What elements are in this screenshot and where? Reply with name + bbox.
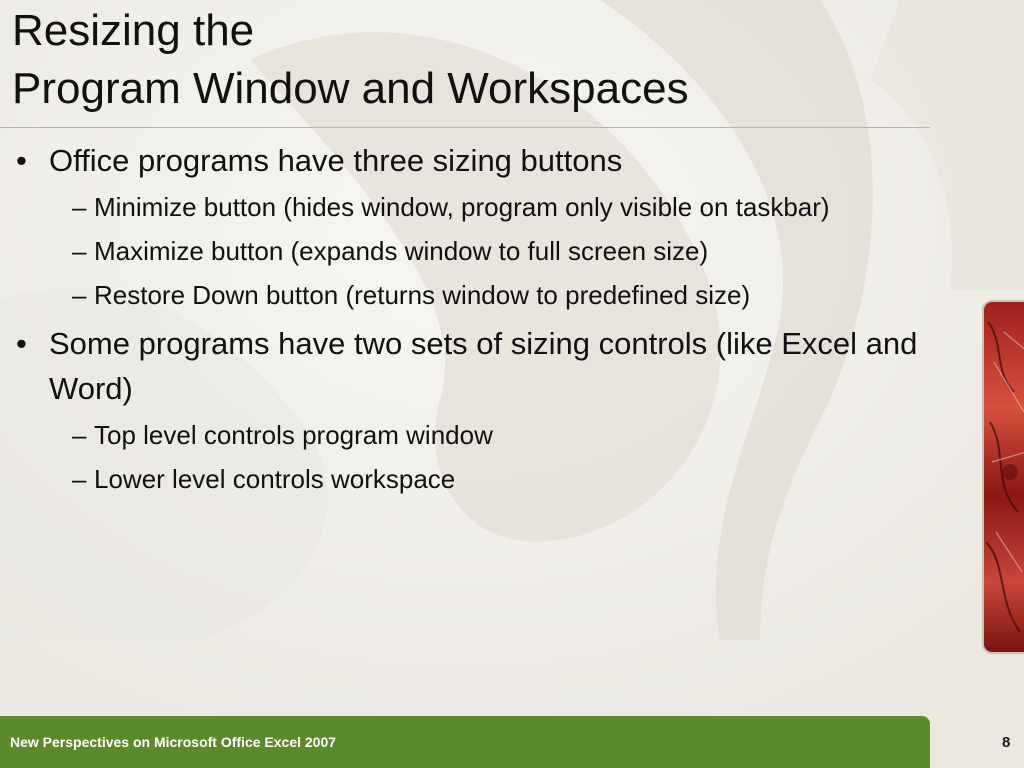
sub-bullet-mark: – — [72, 420, 87, 450]
sub-bullet-item — [0, 275, 920, 315]
bullet-item — [0, 138, 920, 183]
sub-bullet-mark: – — [72, 464, 87, 494]
title-divider — [0, 127, 930, 128]
decorative-flower-image — [982, 300, 1024, 654]
page-number: 8 — [1002, 734, 1011, 751]
footer-bar — [0, 716, 930, 768]
sub-bullet-text: Lower level controls workspace — [94, 464, 456, 494]
sub-bullet-item — [0, 459, 920, 499]
slide-body — [0, 138, 920, 499]
slide-title-line-1: Resizing the — [12, 6, 255, 55]
sub-bullet-text: Top level controls program window — [94, 420, 493, 450]
bullet-mark: • — [16, 143, 27, 178]
sub-bullet-mark: – — [72, 236, 87, 266]
slide-title — [12, 2, 912, 118]
bullet-text: Office programs have three sizing buttons — [49, 143, 623, 178]
sub-bullet-item — [0, 187, 920, 227]
sub-bullet-item — [0, 231, 920, 271]
sub-bullet-mark: – — [72, 280, 87, 310]
sub-bullet-item — [0, 415, 920, 455]
sub-bullet-text: Maximize button (expands window to full screen size) — [94, 236, 709, 266]
sub-bullet-text: Restore Down button (returns window to predefined size) — [94, 280, 751, 310]
bullet-text: Some programs have two sets of sizing controls (like Excel and Word) — [49, 326, 918, 406]
sub-bullet-mark: – — [72, 192, 87, 222]
bullet-item — [0, 321, 920, 411]
footer-text: New Perspectives on Microsoft Office Excel 2007 — [10, 734, 337, 750]
sub-bullet-text: Minimize button (hides window, program only visible on taskbar) — [94, 192, 830, 222]
bullet-mark: • — [16, 326, 27, 361]
slide-title-line-2: Program Window and Workspaces — [12, 64, 689, 113]
